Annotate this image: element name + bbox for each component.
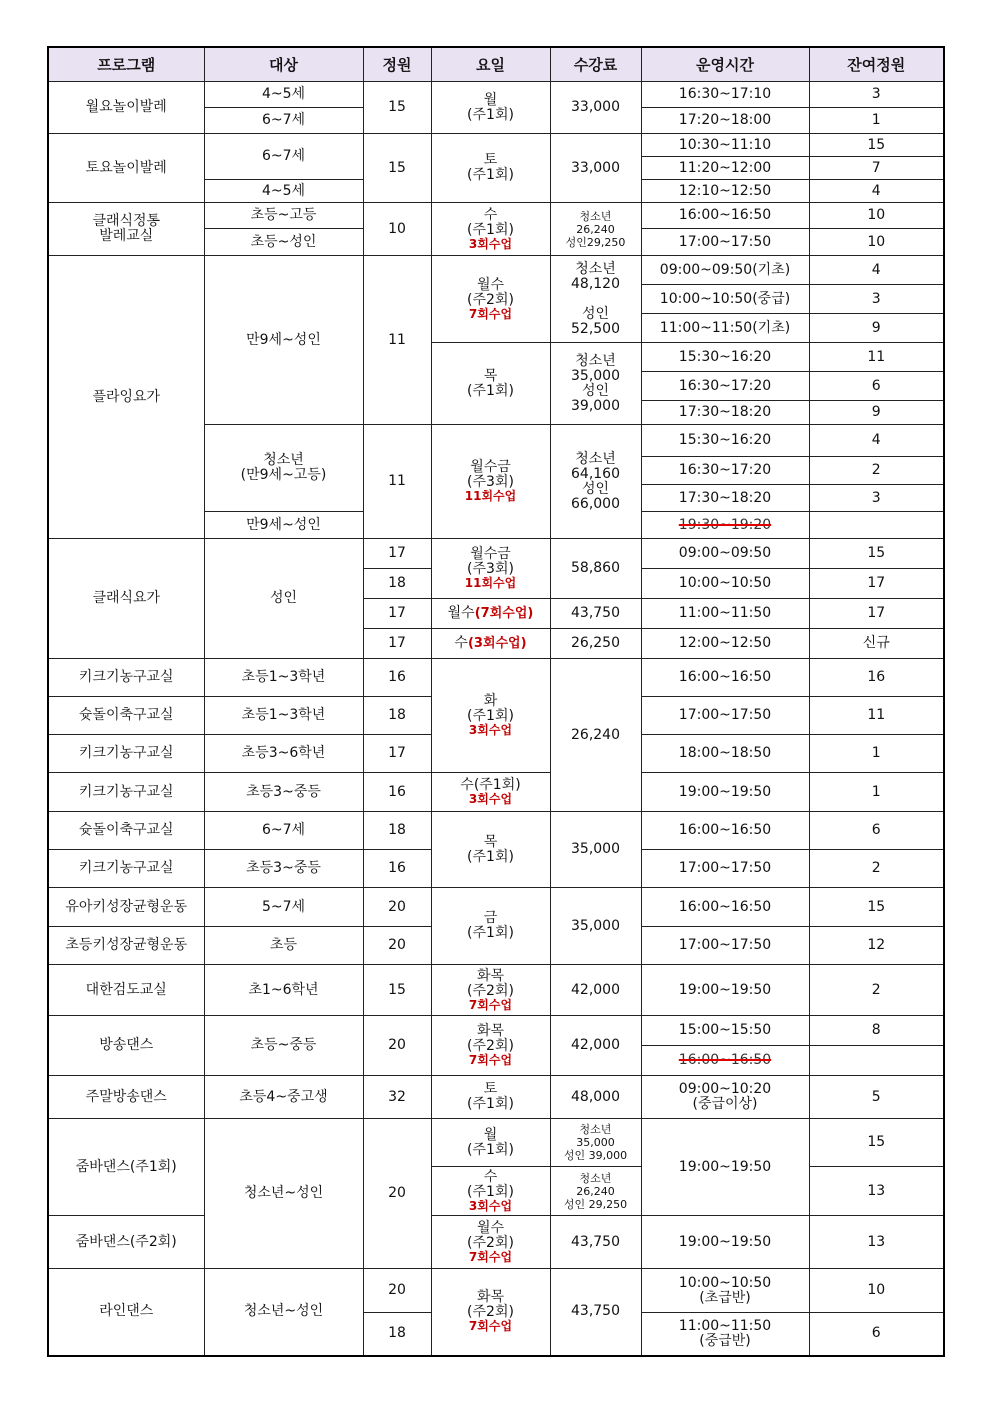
time-cell: 17:00~17:50 bbox=[641, 229, 809, 256]
remain-cell: 12 bbox=[809, 927, 944, 965]
remain-cell: 2 bbox=[809, 850, 944, 888]
fee-cell: 42,000 bbox=[550, 1016, 641, 1076]
time-cell: 09:00~09:50(기초) bbox=[641, 256, 809, 285]
remain-cell: 10 bbox=[809, 1269, 944, 1313]
fee-cell: 43,750 bbox=[550, 599, 641, 629]
program-cell: 월요놀이발레 bbox=[48, 82, 204, 134]
target-cell: 초1~6학년 bbox=[204, 965, 363, 1016]
remain-cell: 15 bbox=[809, 539, 944, 569]
remain-cell bbox=[809, 1046, 944, 1076]
table-row bbox=[48, 203, 944, 229]
table-row bbox=[48, 1076, 944, 1119]
remain-cell: 4 bbox=[809, 180, 944, 203]
fee-cell: 35,000 bbox=[550, 888, 641, 965]
table-row bbox=[48, 256, 944, 285]
capacity-cell: 20 bbox=[363, 1269, 431, 1313]
fee-cell: 42,000 bbox=[550, 965, 641, 1016]
target-cell: 초등1~3학년 bbox=[204, 697, 363, 735]
time-cell: 09:00~09:50 bbox=[641, 539, 809, 569]
remain-cell: 15 bbox=[809, 1119, 944, 1167]
capacity-cell: 10 bbox=[363, 203, 431, 256]
program-cell: 토요놀이발레 bbox=[48, 134, 204, 203]
program-cell: 초등키성장균형운동 bbox=[48, 927, 204, 965]
time-cell: 10:00~10:50 bbox=[641, 569, 809, 599]
time-cell: 12:10~12:50 bbox=[641, 180, 809, 203]
fee-cell: 48,000 bbox=[550, 1076, 641, 1119]
program-cell: 대한검도교실 bbox=[48, 965, 204, 1016]
target-cell: 6~7세 bbox=[204, 134, 363, 180]
program-cell: 줌바댄스(주1회) bbox=[48, 1119, 204, 1216]
capacity-cell: 15 bbox=[363, 82, 431, 134]
capacity-cell: 11 bbox=[363, 425, 431, 539]
remain-cell: 3 bbox=[809, 82, 944, 108]
program-cell: 유아키성장균형운동 bbox=[48, 888, 204, 927]
day-cell: 화목 (주2회) 7회수업 bbox=[431, 1269, 550, 1356]
time-cell: 19:00~19:50 bbox=[641, 965, 809, 1016]
day-cell: 금 (주1회) bbox=[431, 888, 550, 965]
remain-cell: 3 bbox=[809, 485, 944, 512]
fee-cell: 청소년 26,240 성인 29,250 bbox=[550, 1167, 641, 1216]
capacity-cell: 16 bbox=[363, 773, 431, 812]
header-program: 프로그램 bbox=[48, 47, 204, 82]
capacity-cell: 17 bbox=[363, 539, 431, 569]
time-cell: 18:00~18:50 bbox=[641, 735, 809, 773]
target-cell: 청소년~성인 bbox=[204, 1119, 363, 1269]
remain-cell: 15 bbox=[809, 134, 944, 157]
remain-cell: 13 bbox=[809, 1216, 944, 1269]
capacity-cell: 15 bbox=[363, 134, 431, 203]
target-cell: 6~7세 bbox=[204, 108, 363, 134]
remain-cell: 16 bbox=[809, 659, 944, 697]
time-cell: 11:20~12:00 bbox=[641, 157, 809, 180]
day-cell: 수 (주1회) 3회수업 bbox=[431, 203, 550, 256]
remain-cell: 4 bbox=[809, 256, 944, 285]
capacity-cell: 17 bbox=[363, 735, 431, 773]
program-cell: 플라잉요가 bbox=[48, 256, 204, 539]
table-row bbox=[48, 1016, 944, 1046]
day-cell: 목 (주1회) bbox=[431, 343, 550, 425]
day-cell: 목 (주1회) bbox=[431, 812, 550, 888]
capacity-cell: 20 bbox=[363, 1119, 431, 1269]
target-cell: 초등 bbox=[204, 927, 363, 965]
program-cell: 라인댄스 bbox=[48, 1269, 204, 1356]
fee-cell: 43,750 bbox=[550, 1216, 641, 1269]
fee-cell: 청소년 48,120 성인 52,500 bbox=[550, 256, 641, 343]
day-cell: 화 (주1회) 3회수업 bbox=[431, 659, 550, 773]
remain-cell: 7 bbox=[809, 157, 944, 180]
remain-cell: 15 bbox=[809, 888, 944, 927]
day-cell: 화목 (주2회) 7회수업 bbox=[431, 965, 550, 1016]
fee-cell: 33,000 bbox=[550, 82, 641, 134]
target-cell: 초등~성인 bbox=[204, 229, 363, 256]
remain-cell: 6 bbox=[809, 812, 944, 850]
time-cell: 12:00~12:50 bbox=[641, 629, 809, 659]
fee-cell: 26,250 bbox=[550, 629, 641, 659]
time-cell: 17:00~17:50 bbox=[641, 850, 809, 888]
target-cell: 초등3~6학년 bbox=[204, 735, 363, 773]
program-schedule-table bbox=[47, 46, 945, 1357]
target-cell: 만9세~성인 bbox=[204, 256, 363, 425]
day-cell: 월 (주1회) bbox=[431, 1119, 550, 1167]
fee-cell: 청소년 35,000 성인 39,000 bbox=[550, 1119, 641, 1167]
program-cell: 방송댄스 bbox=[48, 1016, 204, 1076]
time-cell: 16:00~16:50 bbox=[641, 888, 809, 927]
time-cell: 19:00~19:50 bbox=[641, 1119, 809, 1216]
time-cell: 16:30~17:20 bbox=[641, 372, 809, 401]
target-cell: 초등4~중고생 bbox=[204, 1076, 363, 1119]
header-fee: 수강료 bbox=[550, 47, 641, 82]
capacity-cell: 15 bbox=[363, 965, 431, 1016]
day-cell: 월수금 (주3회) 11회수업 bbox=[431, 425, 550, 539]
program-cell: 키크기농구교실 bbox=[48, 735, 204, 773]
program-cell: 키크기농구교실 bbox=[48, 773, 204, 812]
time-cell: 16:30~17:10 bbox=[641, 82, 809, 108]
target-cell: 초등~중등 bbox=[204, 1016, 363, 1076]
remain-cell: 11 bbox=[809, 697, 944, 735]
program-cell: 줌바댄스(주2회) bbox=[48, 1216, 204, 1269]
program-cell: 주말방송댄스 bbox=[48, 1076, 204, 1119]
target-cell: 초등3~중등 bbox=[204, 773, 363, 812]
remain-cell: 11 bbox=[809, 343, 944, 372]
day-cell: 월 (주1회) bbox=[431, 82, 550, 134]
time-cell: 09:00~10:20 (중급이상) bbox=[641, 1076, 809, 1119]
remain-cell: 1 bbox=[809, 773, 944, 812]
target-cell: 초등1~3학년 bbox=[204, 659, 363, 697]
time-cell: 10:30~11:10 bbox=[641, 134, 809, 157]
time-cell: 15:30~16:20 bbox=[641, 343, 809, 372]
remain-cell: 9 bbox=[809, 314, 944, 343]
fee-cell: 35,000 bbox=[550, 812, 641, 888]
remain-cell: 4 bbox=[809, 425, 944, 457]
capacity-cell: 20 bbox=[363, 1016, 431, 1076]
capacity-cell: 18 bbox=[363, 569, 431, 599]
table-row bbox=[48, 812, 944, 850]
remain-cell: 8 bbox=[809, 1016, 944, 1046]
remain-cell: 9 bbox=[809, 401, 944, 425]
time-cell: 17:00~17:50 bbox=[641, 697, 809, 735]
table-row bbox=[48, 134, 944, 157]
time-cell: 16:00~16:50 bbox=[641, 812, 809, 850]
remain-cell: 6 bbox=[809, 1313, 944, 1356]
capacity-cell: 17 bbox=[363, 629, 431, 659]
program-cell: 키크기농구교실 bbox=[48, 659, 204, 697]
table-row bbox=[48, 888, 944, 927]
capacity-cell: 11 bbox=[363, 256, 431, 425]
time-cell: 11:00~11:50 bbox=[641, 599, 809, 629]
table-row bbox=[48, 1119, 944, 1167]
remain-cell: 5 bbox=[809, 1076, 944, 1119]
remain-cell: 3 bbox=[809, 285, 944, 314]
time-cell-cancelled: 16:00~16:50 bbox=[641, 1046, 809, 1076]
time-cell: 17:00~17:50 bbox=[641, 927, 809, 965]
remain-cell: 신규 bbox=[809, 629, 944, 659]
time-cell: 16:00~16:50 bbox=[641, 659, 809, 697]
table-row bbox=[48, 965, 944, 1016]
table-row bbox=[48, 539, 944, 569]
target-cell: 4~5세 bbox=[204, 82, 363, 108]
day-cell: 화목 (주2회) 7회수업 bbox=[431, 1016, 550, 1076]
program-cell: 슛돌이축구교실 bbox=[48, 812, 204, 850]
day-cell: 월수 (주2회) 7회수업 bbox=[431, 1216, 550, 1269]
table-row bbox=[48, 82, 944, 108]
day-cell: 월수금 (주3회) 11회수업 bbox=[431, 539, 550, 599]
capacity-cell: 32 bbox=[363, 1076, 431, 1119]
capacity-cell: 20 bbox=[363, 888, 431, 927]
remain-cell: 1 bbox=[809, 735, 944, 773]
remain-cell: 1 bbox=[809, 108, 944, 134]
time-cell: 16:00~16:50 bbox=[641, 203, 809, 229]
time-cell: 10:00~10:50(중급) bbox=[641, 285, 809, 314]
day-cell: 토 (주1회) bbox=[431, 134, 550, 203]
remain-cell: 17 bbox=[809, 569, 944, 599]
day-cell: 수(3회수업) bbox=[431, 629, 550, 659]
header-capacity: 정원 bbox=[363, 47, 431, 82]
fee-cell: 청소년 26,240 성인29,250 bbox=[550, 203, 641, 256]
remain-cell bbox=[809, 512, 944, 539]
capacity-cell: 18 bbox=[363, 697, 431, 735]
time-cell: 17:30~18:20 bbox=[641, 485, 809, 512]
day-cell: 수 (주1회) 3회수업 bbox=[431, 1167, 550, 1216]
day-cell: 토 (주1회) bbox=[431, 1076, 550, 1119]
day-cell: 월수 (주2회) 7회수업 bbox=[431, 256, 550, 343]
capacity-cell: 16 bbox=[363, 659, 431, 697]
target-cell: 만9세~성인 bbox=[204, 512, 363, 539]
capacity-cell: 17 bbox=[363, 599, 431, 629]
target-cell: 청소년 (만9세~고등) bbox=[204, 425, 363, 512]
target-cell: 6~7세 bbox=[204, 812, 363, 850]
table-row bbox=[48, 773, 944, 812]
time-cell: 17:30~18:20 bbox=[641, 401, 809, 425]
program-cell: 키크기농구교실 bbox=[48, 850, 204, 888]
time-cell-cancelled: 19:30~19:20 bbox=[641, 512, 809, 539]
target-cell: 성인 bbox=[204, 539, 363, 659]
target-cell: 5~7세 bbox=[204, 888, 363, 927]
remain-cell: 13 bbox=[809, 1167, 944, 1216]
header-row bbox=[48, 47, 944, 82]
day-cell: 월수(7회수업) bbox=[431, 599, 550, 629]
program-cell: 클래식정통 발레교실 bbox=[48, 203, 204, 256]
remain-cell: 2 bbox=[809, 457, 944, 485]
header-target: 대상 bbox=[204, 47, 363, 82]
remain-cell: 10 bbox=[809, 229, 944, 256]
fee-cell: 58,860 bbox=[550, 539, 641, 599]
capacity-cell: 18 bbox=[363, 1313, 431, 1356]
time-cell: 15:00~15:50 bbox=[641, 1016, 809, 1046]
time-cell: 15:30~16:20 bbox=[641, 425, 809, 457]
time-cell: 19:00~19:50 bbox=[641, 1216, 809, 1269]
fee-cell: 33,000 bbox=[550, 134, 641, 203]
day-cell: 수(주1회) 3회수업 bbox=[431, 773, 550, 812]
header-time: 운영시간 bbox=[641, 47, 809, 82]
program-cell: 슛돌이축구교실 bbox=[48, 697, 204, 735]
remain-cell: 17 bbox=[809, 599, 944, 629]
time-cell: 17:20~18:00 bbox=[641, 108, 809, 134]
remain-cell: 10 bbox=[809, 203, 944, 229]
header-day: 요일 bbox=[431, 47, 550, 82]
target-cell: 4~5세 bbox=[204, 180, 363, 203]
target-cell: 초등~고등 bbox=[204, 203, 363, 229]
target-cell: 초등3~중등 bbox=[204, 850, 363, 888]
table-row bbox=[48, 1216, 944, 1269]
capacity-cell: 16 bbox=[363, 850, 431, 888]
header-remain: 잔여정원 bbox=[809, 47, 944, 82]
table-row bbox=[48, 1269, 944, 1313]
target-cell: 청소년~성인 bbox=[204, 1269, 363, 1356]
time-cell: 10:00~10:50 (초급반) bbox=[641, 1269, 809, 1313]
capacity-cell: 20 bbox=[363, 927, 431, 965]
program-cell: 클래식요가 bbox=[48, 539, 204, 659]
fee-cell: 청소년 64,160 성인 66,000 bbox=[550, 425, 641, 539]
remain-cell: 6 bbox=[809, 372, 944, 401]
time-cell: 19:00~19:50 bbox=[641, 773, 809, 812]
fee-cell: 청소년 35,000 성인 39,000 bbox=[550, 343, 641, 425]
remain-cell: 2 bbox=[809, 965, 944, 1016]
fee-cell: 43,750 bbox=[550, 1269, 641, 1356]
time-cell: 11:00~11:50 (중급반) bbox=[641, 1313, 809, 1356]
time-cell: 16:30~17:20 bbox=[641, 457, 809, 485]
time-cell: 11:00~11:50(기초) bbox=[641, 314, 809, 343]
capacity-cell: 18 bbox=[363, 812, 431, 850]
fee-cell: 26,240 bbox=[550, 659, 641, 812]
table-row bbox=[48, 659, 944, 697]
